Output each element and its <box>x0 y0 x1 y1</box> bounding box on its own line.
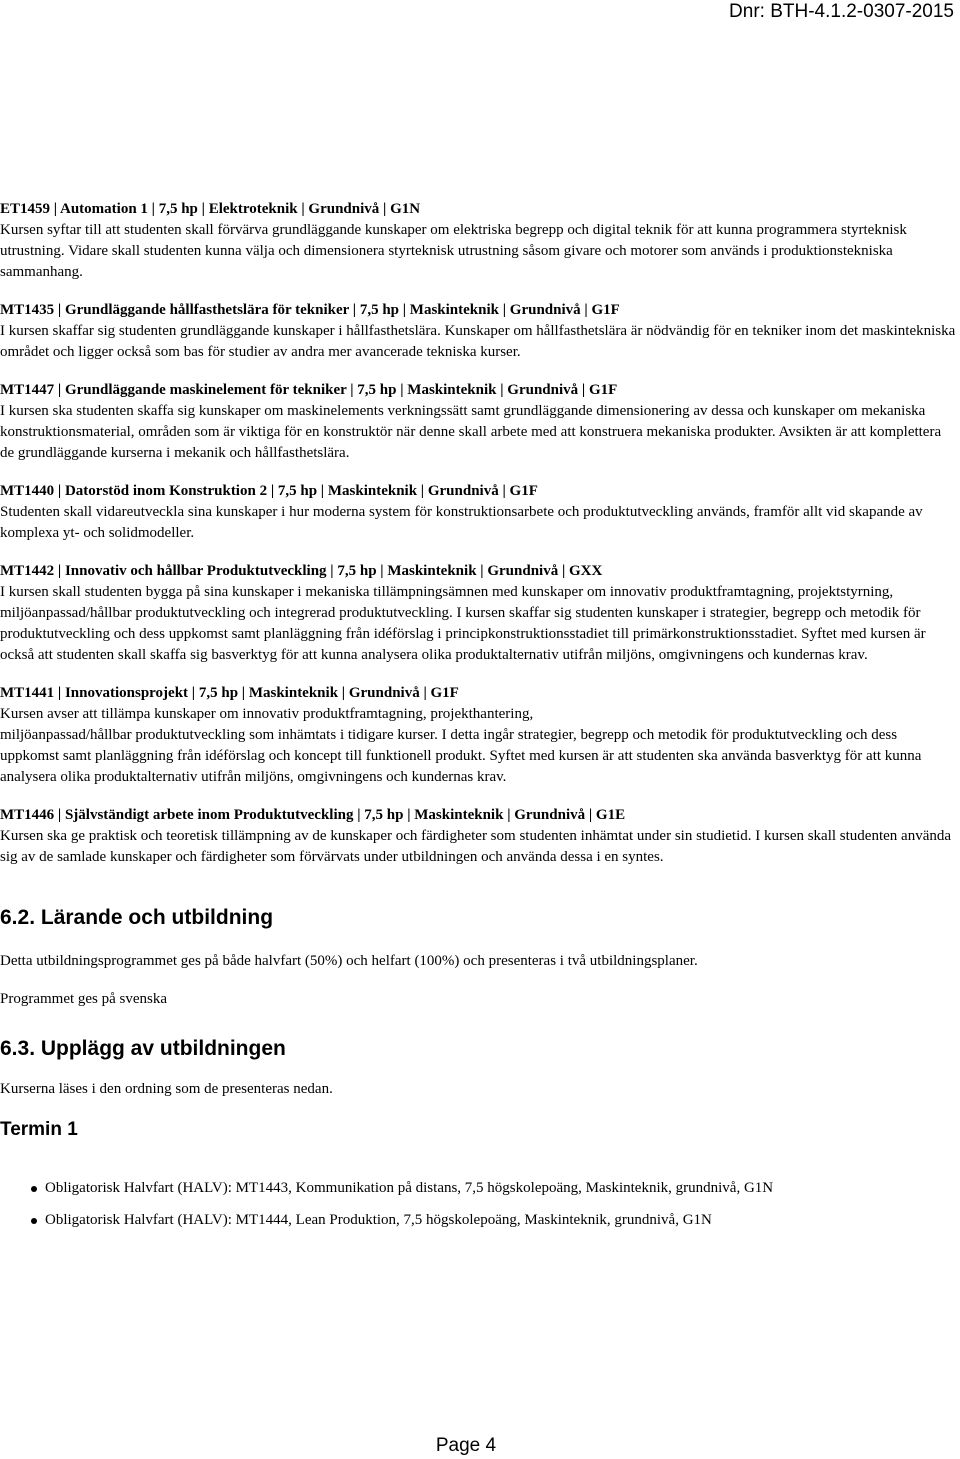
course-title: MT1440 | Datorstöd inom Konstruktion 2 | 7,5 hp | Maskinteknik | Grundnivå | G1F <box>0 483 538 499</box>
course-title: MT1442 | Innovativ och hållbar Produktutveckling | 7,5 hp | Maskinteknik | Grundnivå | GXX <box>0 563 603 579</box>
course-entry <box>0 300 958 363</box>
section-paragraph: Programmet ges på svenska <box>0 991 168 1007</box>
section-paragraph: Detta utbildningsprogrammet ges på både halvfart (50%) och helfart (100%) och presenteras i två utbildningsplaner. <box>0 953 698 969</box>
page-content <box>0 199 958 1242</box>
course-entry <box>0 199 958 283</box>
course-entry <box>0 561 958 666</box>
section-heading-upplagg: 6.3. Upplägg av utbildningen <box>0 1037 286 1060</box>
course-description: Kursen avser att tillämpa kunskaper om innovativ produktframtagning, projekthantering, miljöanpassad/hållbar produktutveckling som inhämtats i tidigare kurser. I detta ingår strategier, begrepp och metodik för produktutveckling och dess uppkomst samt planläggning från idéförslag och koncept till funktionell produkt. Syftet med kursen är att studenten ska använda basverktyg för att kunna analysera olika produktalternativ utifrån miljöns, omgivningens och kundernas krav. <box>0 706 922 785</box>
section-heading-larande: 6.2. Lärande och utbildning <box>0 906 274 929</box>
document-reference-number: Dnr: BTH-4.1.2-0307-2015 <box>729 1 954 22</box>
termin-heading: Termin 1 <box>0 1119 78 1140</box>
list-item: Obligatorisk Halvfart (HALV): MT1444, Lean Produktion, 7,5 högskolepoäng, Maskinteknik, grundnivå, G1N <box>45 1210 958 1231</box>
course-description: Kursen ska ge praktisk och teoretisk tillämpning av de kunskaper och färdigheter som studenten inhämtat under sin studietid. I kursen skall studenten använda sig av de samlade kunskaper och färdigheter som förvärvats under utbildningen och använda dessa i en syntes. <box>0 828 952 865</box>
course-description: I kursen skall studenten bygga på sina kunskaper i mekaniska tillämpningsämnen med kunskaper om innovativ produktframtagning, projektstyrning, miljöanpassad/hållbar produktutveckling och integrerad produktutveckling. I kursen skaffar sig studenten kunskaper i strategier, begrepp och metodik för produktutveckling och dess uppkomst samt planläggning från idéförslag i principkonstruktionsstadiet till primärkonstruktionsstadiet. Syftet med kursen är också att studenten skall skaffa sig basverktyg för att kunna analysera olika produktalternativ utifrån miljöns, omgivningens och kundernas krav. <box>0 584 926 663</box>
page-number: Page 4 <box>435 1435 497 1456</box>
course-title: MT1447 | Grundläggande maskinelement för tekniker | 7,5 hp | Maskinteknik | Grundnivå | G1F <box>0 382 618 398</box>
termin-course-list <box>0 1178 958 1231</box>
course-title: MT1446 | Självständigt arbete inom Produktutveckling | 7,5 hp | Maskinteknik | Grundnivå | G1E <box>0 807 626 823</box>
section-paragraph: Kurserna läses i den ordning som de presenteras nedan. <box>0 1081 333 1097</box>
list-item: Obligatorisk Halvfart (HALV): MT1443, Kommunikation på distans, 7,5 högskolepoäng, Maskinteknik, grundnivå, G1N <box>45 1178 958 1199</box>
course-description: I kursen skaffar sig studenten grundläggande kunskaper i hållfasthetslära. Kunskaper om hållfasthetslära är nödvändig för en tekniker inom det maskintekniska området och ligger också som bas för studier av andra mer avancerade tekniska kurser. <box>0 323 956 360</box>
course-entry <box>0 481 958 544</box>
course-title: MT1435 | Grundläggande hållfasthetslära för tekniker | 7,5 hp | Maskinteknik | Grundnivå | G1F <box>0 302 620 318</box>
course-description: Kursen syftar till att studenten skall förvärva grundläggande kunskaper om elektriska begrepp och digital teknik för att kunna programmera styrteknisk utrustning. Vidare skall studenten kunna välja och dimensionera styrteknisk utrustning såsom givare och motorer som används i produktionstekniska sammanhang. <box>0 222 907 280</box>
course-description: I kursen ska studenten skaffa sig kunskaper om maskinelements verkningssätt samt grundläggande dimensionering av dessa och kunskaper om mekaniska konstruktionsmaterial, områden som är viktiga för en konstruktör när denne skall arbete med att konstruera mekaniska produkter. Avsikten är att komplettera de grundläggande kurserna i mekanik och hållfasthetslära. <box>0 403 942 461</box>
course-title: MT1441 | Innovationsprojekt | 7,5 hp | Maskinteknik | Grundnivå | G1F <box>0 685 459 701</box>
course-entry <box>0 805 958 868</box>
course-entry <box>0 380 958 464</box>
course-title: ET1459 | Automation 1 | 7,5 hp | Elektroteknik | Grundnivå | G1N <box>0 201 421 217</box>
course-description: Studenten skall vidareutveckla sina kunskaper i hur moderna system för konstruktionsarbete och produktutveckling används, framför allt vid skapande av komplexa yt- och solidmodeller. <box>0 504 923 541</box>
course-entry <box>0 683 958 788</box>
